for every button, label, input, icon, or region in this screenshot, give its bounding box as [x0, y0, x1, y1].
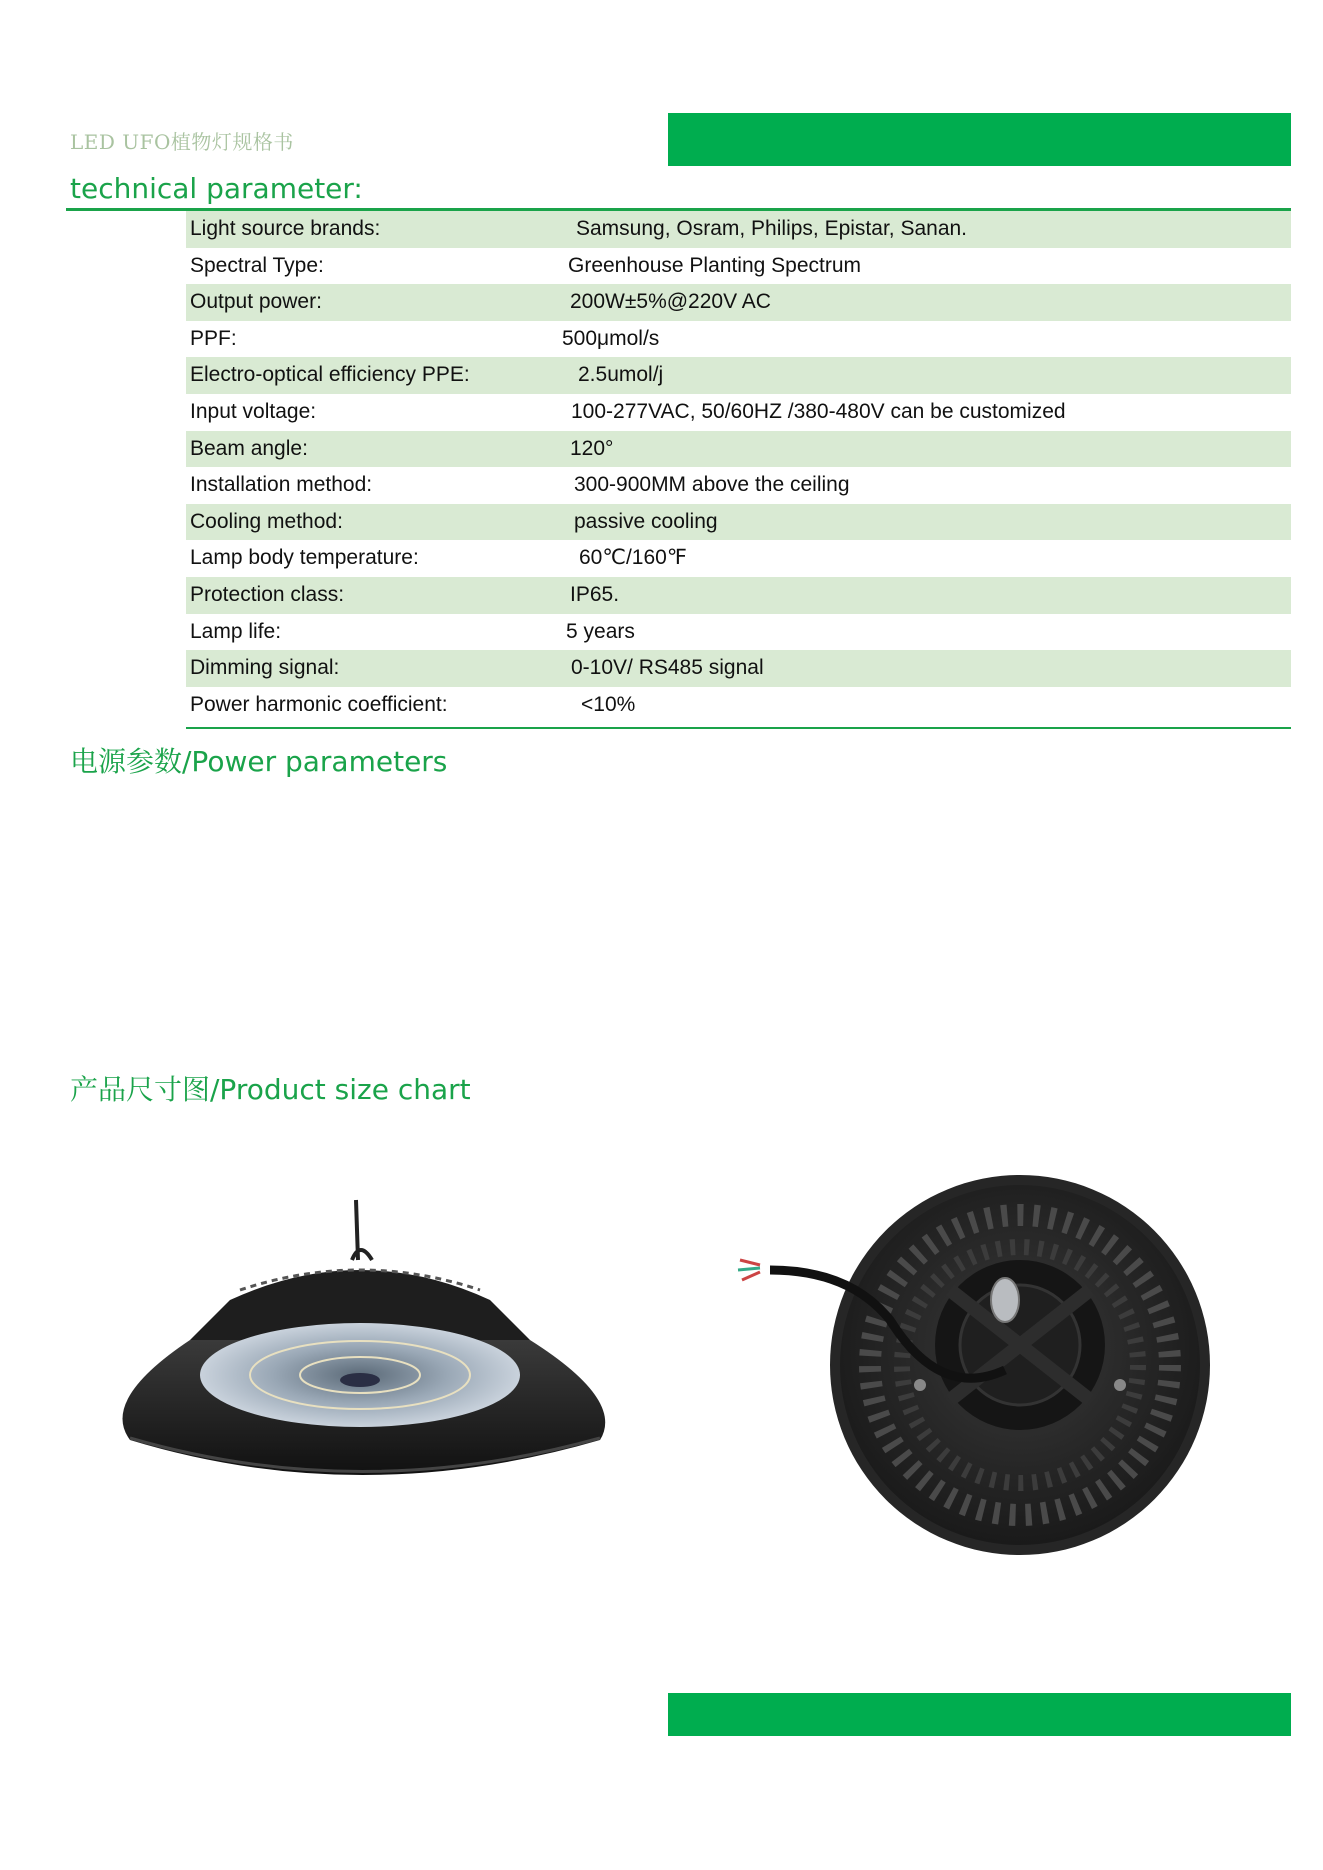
spec-label: Lamp life:: [190, 619, 282, 643]
spec-row: [186, 284, 1291, 321]
spec-table: [186, 211, 1291, 723]
spec-row: [186, 614, 1291, 651]
spec-label: Input voltage:: [190, 399, 317, 423]
spec-label: Power harmonic coefficient:: [190, 692, 448, 716]
spec-value: 0-10V/ RS485 signal: [571, 656, 764, 680]
spec-value: 120°: [570, 436, 614, 460]
spec-label: Light source brands:: [190, 217, 381, 240]
footer-accent-bar: [668, 1693, 1291, 1736]
document-title: LED UFO植物灯规格书: [70, 130, 294, 154]
spec-label: Cooling method:: [190, 509, 343, 533]
spec-label: Dimming signal:: [190, 656, 340, 680]
spec-value: 60℃/160℉: [579, 546, 687, 570]
spec-value: 100-277VAC, 50/60HZ /380-480V can be customized: [571, 399, 1066, 423]
spec-label: Installation method:: [190, 473, 373, 497]
spec-row: [186, 321, 1291, 358]
spec-row: [186, 211, 1291, 248]
spec-value: 5 years: [566, 619, 635, 643]
spec-value: IP65.: [570, 582, 620, 606]
spec-value: passive cooling: [574, 509, 718, 533]
spec-value: 300-900MM above the ceiling: [574, 473, 850, 497]
spec-row: [186, 248, 1291, 285]
spec-row: [186, 577, 1291, 614]
power-parameters-heading: 电源参数/Power parameters: [70, 745, 448, 778]
spec-row: [186, 394, 1291, 431]
lamp-top-view-image: [720, 1170, 1220, 1570]
spec-value: 2.5umol/j: [578, 363, 664, 387]
spec-label: Beam angle:: [190, 436, 308, 460]
spec-label: Protection class:: [190, 582, 345, 606]
header-accent-bar: [668, 113, 1291, 166]
spec-row: [186, 650, 1291, 687]
spec-label: PPF:: [190, 326, 237, 350]
spec-row: [186, 540, 1291, 577]
technical-bottom-rule: [186, 727, 1291, 729]
lamp-side-view-image: [60, 1180, 660, 1520]
spec-row: [186, 687, 1291, 724]
spec-label: Output power:: [190, 290, 322, 314]
spec-row: [186, 504, 1291, 541]
spec-value: Greenhouse Planting Spectrum: [568, 253, 862, 277]
spec-value: Samsung, Osram, Philips, Epistar, Sanan.: [576, 217, 968, 240]
spec-label: Spectral Type:: [190, 253, 324, 277]
spec-row: [186, 357, 1291, 394]
spec-row: [186, 431, 1291, 468]
technical-parameter-heading: technical parameter:: [70, 172, 363, 205]
spec-value: 500μmol/s: [562, 326, 660, 350]
spec-row: [186, 467, 1291, 504]
product-size-chart-heading: 产品尺寸图/Product size chart: [70, 1073, 471, 1106]
spec-value: <10%: [581, 692, 636, 716]
spec-value: 200W±5%@220V AC: [570, 290, 771, 314]
spec-label: Electro-optical efficiency PPE:: [190, 363, 470, 387]
spec-label: Lamp body temperature:: [190, 546, 419, 570]
